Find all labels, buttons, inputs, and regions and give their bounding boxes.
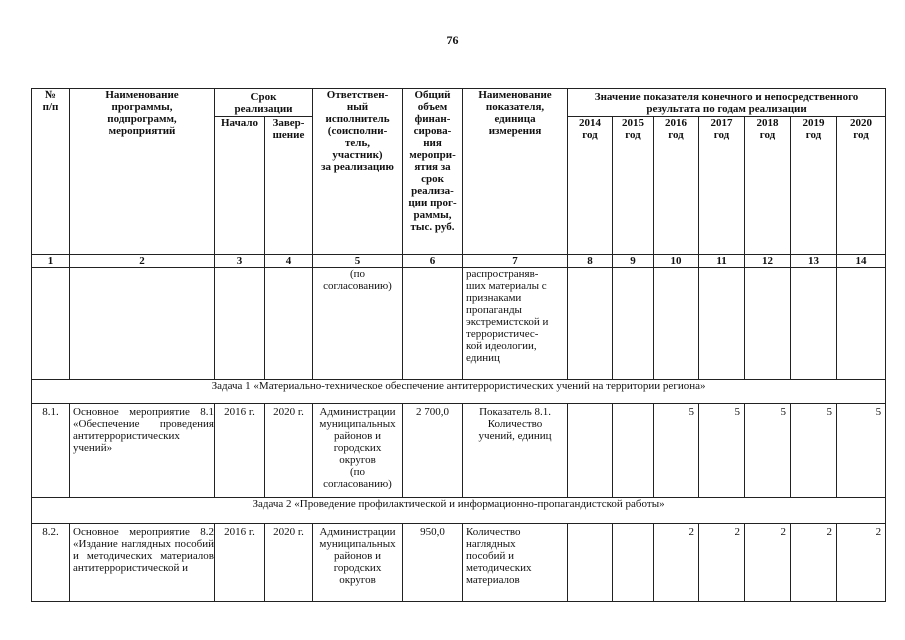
- cell-funding: 2 700,0: [403, 404, 463, 498]
- header-funding: Общий объем финан- сирова- ния меропри- ятия за срок реализа- ции прог- раммы, тыс. руб.: [403, 89, 463, 255]
- cell-value: 2: [654, 524, 699, 602]
- cell-value: 5: [791, 404, 837, 498]
- page-number: 76: [446, 33, 459, 47]
- header-year: 2020 год: [837, 117, 886, 255]
- cell-value: 5: [654, 404, 699, 498]
- column-number: 14: [837, 255, 886, 268]
- column-number: 4: [265, 255, 313, 268]
- column-number: 7: [463, 255, 568, 268]
- cell-value: [613, 404, 654, 498]
- table-row-8-1: [32, 404, 886, 498]
- column-number: 10: [654, 255, 699, 268]
- table-row-8-2: [32, 524, 886, 602]
- cell-executor: (по согласованию): [313, 268, 403, 380]
- header-indicator: Наименование показателя, единица измерения: [463, 89, 568, 255]
- cell-empty: [265, 268, 313, 380]
- column-number: 6: [403, 255, 463, 268]
- cell-value: 2: [791, 524, 837, 602]
- cell-value: 2: [745, 524, 791, 602]
- header-name: Наименование программы, подпрограмм, мероприятий: [70, 89, 215, 255]
- cell-indicator: Количество наглядных пособий и методических материалов: [463, 524, 568, 602]
- column-number: 11: [699, 255, 745, 268]
- cell-empty: [32, 268, 70, 380]
- cell-value: [568, 404, 613, 498]
- column-number: 2: [70, 255, 215, 268]
- header-year: 2015 год: [613, 117, 654, 255]
- cell-empty: [791, 268, 837, 380]
- cell-empty: [215, 268, 265, 380]
- cell-start: 2016 г.: [215, 524, 265, 602]
- header-end: Завер- шение: [265, 117, 313, 255]
- cell-empty: [613, 268, 654, 380]
- header-term: Срок реализации: [215, 89, 313, 117]
- header-year: 2018 год: [745, 117, 791, 255]
- table-row-continued: [32, 268, 886, 380]
- cell-indicator: распространяв- ших материалы с признаками пропаганды экстремистской и террористичес- кой идеологии, единиц: [463, 268, 568, 380]
- cell-value: [613, 524, 654, 602]
- cell-empty: [568, 268, 613, 380]
- header-executor: Ответствен- ный исполнитель (соисполни- тель, участник) за реализацию: [313, 89, 403, 255]
- cell-start: 2016 г.: [215, 404, 265, 498]
- cell-empty: [745, 268, 791, 380]
- cell-end: 2020 г.: [265, 524, 313, 602]
- task-2-heading: Задача 2 «Проведение профилактической и информационно-пропагандистской работы»: [32, 498, 886, 524]
- cell-name: Основное мероприятие 8.1 «Обеспечение проведения антитеррористических учений»: [70, 404, 215, 498]
- cell-indicator: Показатель 8.1. Количество учений, единиц: [463, 404, 568, 498]
- column-number: 1: [32, 255, 70, 268]
- cell-value: 5: [837, 404, 886, 498]
- program-table: [31, 88, 886, 602]
- header-number: № п/п: [32, 89, 70, 255]
- cell-value: 2: [699, 524, 745, 602]
- header-year: 2016 год: [654, 117, 699, 255]
- header-year: 2017 год: [699, 117, 745, 255]
- cell-value: [568, 524, 613, 602]
- cell-empty: [699, 268, 745, 380]
- cell-empty: [403, 268, 463, 380]
- cell-empty: [654, 268, 699, 380]
- header-year: 2014 год: [568, 117, 613, 255]
- header-start: Начало: [215, 117, 265, 255]
- cell-end: 2020 г.: [265, 404, 313, 498]
- column-number: 5: [313, 255, 403, 268]
- header-year: 2019 год: [791, 117, 837, 255]
- cell-empty: [837, 268, 886, 380]
- cell-number: 8.2.: [32, 524, 70, 602]
- column-number: 13: [791, 255, 837, 268]
- column-number: 12: [745, 255, 791, 268]
- header-values: Значение показателя конечного и непосредственного результата по годам реализации: [568, 89, 886, 117]
- column-number: 3: [215, 255, 265, 268]
- task-1-heading: Задача 1 «Материально-техническое обеспечение антитеррористических учений на территории региона»: [32, 380, 886, 404]
- cell-value: 5: [699, 404, 745, 498]
- cell-executor: Администрации муниципальных районов и городских округов: [313, 524, 403, 602]
- cell-empty: [70, 268, 215, 380]
- cell-number: 8.1.: [32, 404, 70, 498]
- column-number: 9: [613, 255, 654, 268]
- cell-name: Основное мероприятие 8.2 «Издание наглядных пособий и методических материалов антитеррористической и: [70, 524, 215, 602]
- cell-value: 2: [837, 524, 886, 602]
- cell-funding: 950,0: [403, 524, 463, 602]
- cell-executor: Администрации муниципальных районов и городских округов (по согласованию): [313, 404, 403, 498]
- column-number: 8: [568, 255, 613, 268]
- cell-value: 5: [745, 404, 791, 498]
